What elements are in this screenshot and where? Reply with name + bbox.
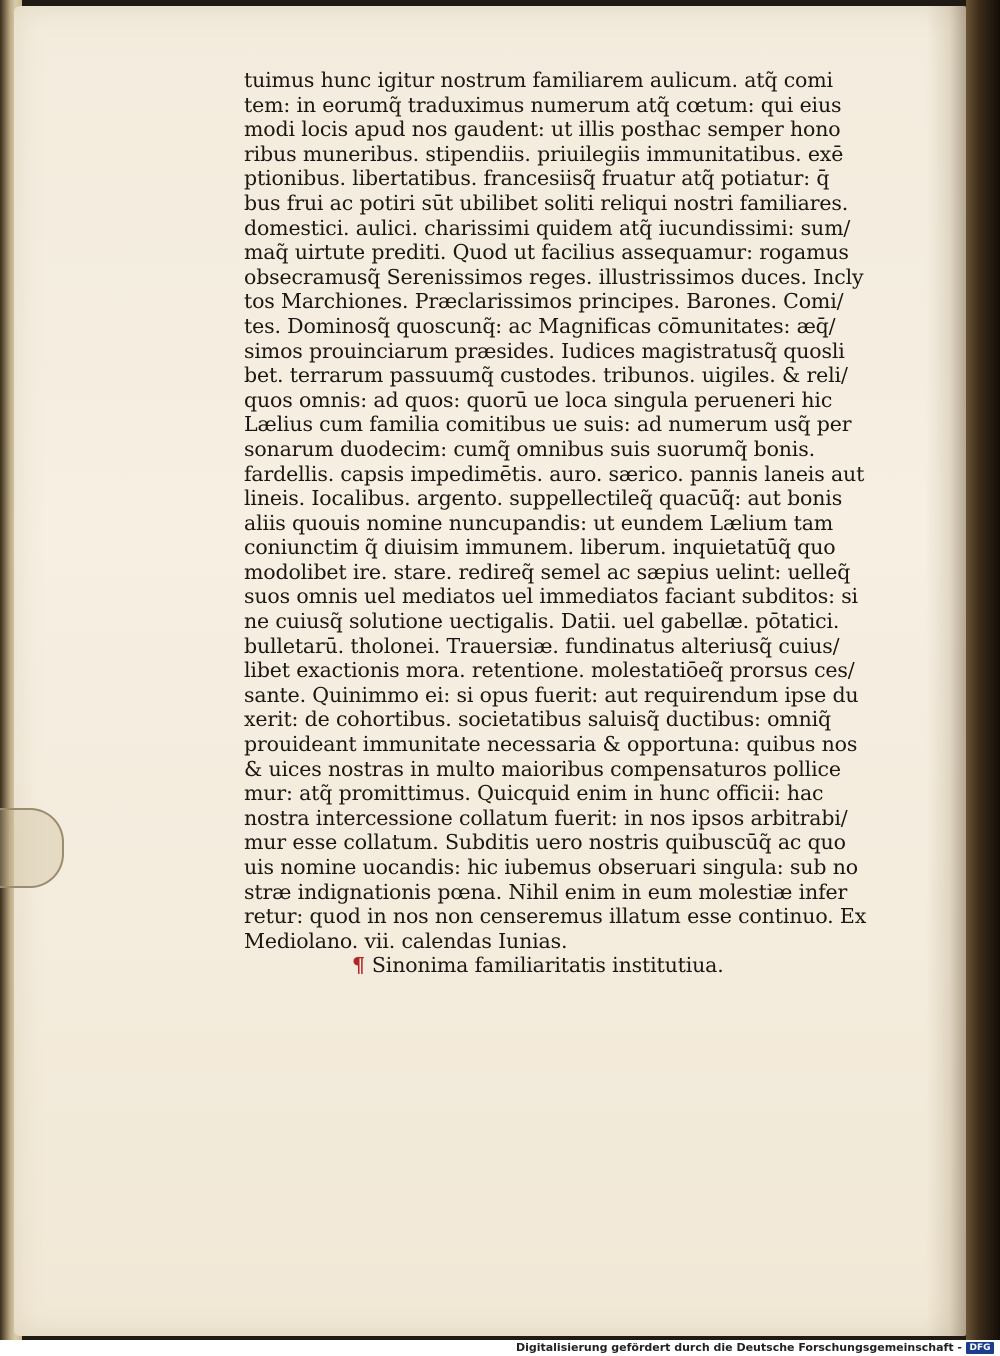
text-line: libet exactionis mora. retentione. molestatiōeq̃ prorsus ces/ bbox=[244, 658, 855, 683]
text-line: mur: atq̃ promittimus. Quicquid enim in hunc officii: hac bbox=[244, 781, 824, 806]
text-line: suos omnis uel mediatos uel immediatos faciant subditos: si bbox=[244, 584, 858, 609]
text-line: mur esse collatum. Subditis uero nostris quibuscūq̃ ac quo bbox=[244, 830, 846, 855]
text-line: tem: in eorumq̃ traduximus numerum atq̃ cœtum: qui eius bbox=[244, 92, 842, 117]
text-line: tes. Dominosq̃ quoscunq̃: ac Magnificas cōmunitates: æq̄/ bbox=[244, 313, 836, 338]
text-line: maq̃ uirtute prediti. Quod ut facilius assequamur: rogamus bbox=[244, 240, 849, 265]
text-line: Mediolano. vii. calendas Iunias. bbox=[244, 928, 568, 953]
text-line: fardellis. capsis impedimētis. auro. særico. pannis laneis aut bbox=[244, 461, 865, 486]
text-line: simos prouinciarum præsides. Iudices magistratusq̃ quosli bbox=[244, 338, 845, 363]
text-line: uis nomine uocandis: hic iubemus obseruari singula: sub no bbox=[244, 855, 858, 879]
text-line: ne cuiusq̃ solutione uectigalis. Datii. uel gabellæ. pōtatici. bbox=[244, 609, 840, 634]
text-line: stræ indignationis pœna. Nihil enim in eum molestiæ infer bbox=[244, 879, 848, 904]
page-clasp-mark bbox=[0, 808, 64, 888]
text-line: sante. Quinimmo ei: si opus fuerit: aut requirendum ipse du bbox=[244, 682, 859, 707]
text-line: ptionibus. libertatibus. francesiisq̃ fruatur atq̃ potiatur: q̄ bbox=[244, 166, 830, 191]
paragraph-mark-icon: ¶ bbox=[352, 953, 372, 978]
text-line: modi locis apud nos gaudent: ut illis posthac semper hono bbox=[244, 117, 841, 142]
text-line: domestici. aulici. charissimi quidem atq̃ iucundissimi: sum/ bbox=[244, 215, 851, 240]
footer-bar bbox=[0, 1340, 1000, 1356]
text-line: obsecramusq̃ Serenissimos reges. illustrissimos duces. Incly bbox=[244, 264, 864, 289]
text-line: coniunctim q̃ diuisim immunem. liberum. inquietatūq̃ quo bbox=[244, 535, 836, 560]
text-line: bulletarū. tholonei. Trauersiæ. fundinatus alteriusq̃ cuius/ bbox=[244, 633, 840, 658]
text-line: ribus muneribus. stipendiis. priuilegiis immunitatibus. exē bbox=[244, 141, 844, 166]
text-line: & uices nostras in multo maioribus compensaturos pollice bbox=[244, 756, 841, 781]
text-line: bet. terrarum passuumq̃ custodes. tribunos. uigiles. & reli/ bbox=[244, 363, 848, 388]
text-line: quos omnis: ad quos: quorū ue loca singula perueneri hic bbox=[244, 387, 833, 412]
closing-rubric-line bbox=[244, 953, 894, 978]
book-right-edge bbox=[966, 0, 1000, 1340]
text-line: tuimus hunc igitur nostrum familiarem aulicum. atq̃ comi bbox=[244, 68, 833, 92]
text-line: bus frui ac potiri sūt ubilibet soliti reliqui nostri familiares. bbox=[244, 190, 849, 215]
text-line: aliis quouis nomine nuncupandis: ut eundem Lælium tam bbox=[244, 510, 834, 535]
closing-title: Sinonima familiaritatis institutiua. bbox=[371, 953, 724, 978]
footer-credit: Digitalisierung gefördert durch die Deutsche Forschungsgemeinschaft - bbox=[515, 1341, 962, 1354]
text-line: retur: quod in nos non censeremus illatum esse continuo. Ex bbox=[244, 904, 867, 929]
text-line: prouideant immunitate necessaria & opportuna: quibus nos bbox=[244, 732, 858, 757]
printed-text-block bbox=[244, 68, 894, 978]
dfg-logo-icon: DFG bbox=[966, 1342, 994, 1354]
text-line: nostra intercessione collatum fuerit: in nos ipsos arbitrabi/ bbox=[244, 805, 848, 830]
text-line: Lælius cum familia comitibus ue suis: ad numerum usq̃ per bbox=[244, 412, 852, 437]
text-line: modolibet ire. stare. redireq̃ semel ac sæpius uelint: uelleq̃ bbox=[244, 559, 851, 584]
text-line: tos Marchiones. Præclarissimos principes. Barones. Comi/ bbox=[244, 289, 844, 314]
text-line: sonarum duodecim: cumq̃ omnibus suis suorumq̃ bonis. bbox=[244, 436, 815, 461]
text-line: lineis. Iocalibus. argento. suppellectileq̃ quacūq̃: aut bonis bbox=[244, 486, 843, 511]
text-line: xerit: de cohortibus. societatibus saluisq̃ ductibus: omniq̃ bbox=[244, 707, 832, 732]
page-gutter-shadow bbox=[926, 6, 966, 1336]
